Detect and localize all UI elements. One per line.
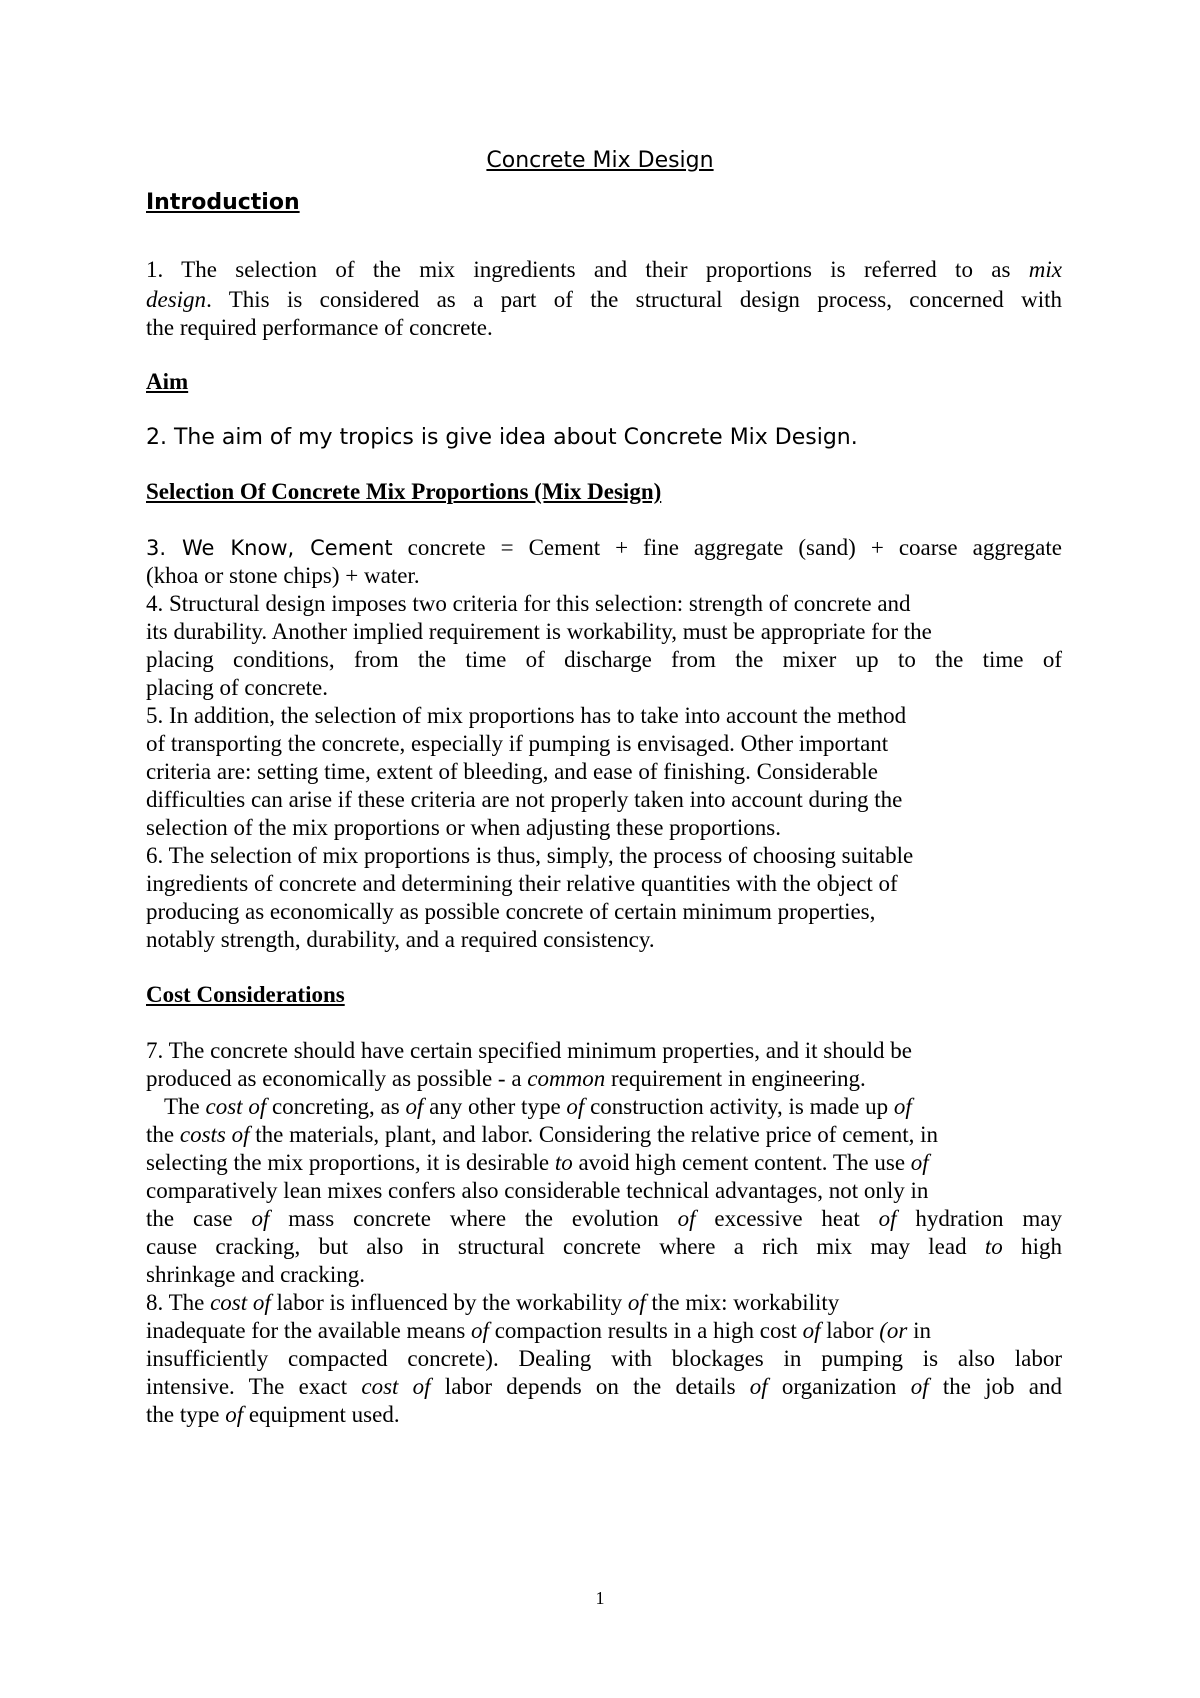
paragraph-7-line-7: the case of mass concrete where the evolution of excessive heat of hydration may <box>146 1206 1063 1231</box>
paragraph-6-line-3: producing as economically as possible concrete of certain minimum properties, <box>146 899 876 924</box>
paragraph-8-line-4: intensive. The exact cost of labor depends on the details of organization of the job and <box>146 1374 1062 1399</box>
paragraph-4-line-1: 4. Structural design imposes two criteria for this selection: strength of concrete and <box>146 591 911 616</box>
paragraph-1-line-1: 1. The selection of the mix ingredients and their proportions is referred to as mix <box>146 257 1062 282</box>
paragraph-7-line-9: shrinkage and cracking. <box>146 1262 366 1287</box>
paragraph-6-line-4: notably strength, durability, and a required consistency. <box>146 927 655 952</box>
paragraph-7-line-4: the costs of the materials, plant, and labor. Considering the relative price of cement, in <box>146 1122 938 1147</box>
paragraph-4-line-2: its durability. Another implied requirement is workability, must be appropriate for the <box>146 619 932 644</box>
paragraph-7-line-2: produced as economically as possible - a common requirement in engineering. <box>146 1066 866 1091</box>
paragraph-5-line-5: selection of the mix proportions or when adjusting these proportions. <box>146 815 781 840</box>
page-title: Concrete Mix Design <box>486 148 714 173</box>
heading-introduction: Introduction <box>146 190 300 215</box>
paragraph-5-line-4: difficulties can arise if these criteria are not properly taken into account during the <box>146 787 903 812</box>
paragraph-3-line-1: 3. We Know, Cement concrete = Cement + fine aggregate (sand) + coarse aggregate <box>146 535 1062 560</box>
paragraph-7-line-1: 7. The concrete should have certain specified minimum properties, and it should be <box>146 1038 913 1063</box>
paragraph-3-line-2: (khoa or stone chips) + water. <box>146 563 420 588</box>
page-number: 1 <box>595 1588 605 1608</box>
paragraph-7-line-3: The cost of concreting, as of any other type of construction activity, is made up of <box>164 1094 912 1119</box>
heading-aim: Aim <box>146 369 189 394</box>
paragraph-4-line-3: placing conditions, from the time of discharge from the mixer up to the time of <box>146 647 1062 672</box>
paragraph-5-line-1: 5. In addition, the selection of mix proportions has to take into account the method <box>146 703 907 728</box>
paragraph-1-line-2: design. This is considered as a part of the structural design process, concerned with <box>146 287 1062 312</box>
paragraph-2: 2. The aim of my tropics is give idea about Concrete Mix Design. <box>146 425 858 450</box>
paragraph-6-line-2: ingredients of concrete and determining their relative quantities with the object of <box>146 871 898 896</box>
heading-selection: Selection Of Concrete Mix Proportions (Mix Design) <box>146 479 662 504</box>
heading-cost-considerations: Cost Considerations <box>146 982 345 1007</box>
paragraph-7-line-8: cause cracking, but also in structural concrete where a rich mix may lead to high <box>146 1234 1062 1259</box>
paragraph-7-line-5: selecting the mix proportions, it is desirable to avoid high cement content. The use of <box>146 1150 929 1175</box>
paragraph-8-line-3: insufficiently compacted concrete). Dealing with blockages in pumping is also labor <box>146 1346 1062 1371</box>
paragraph-4-line-4: placing of concrete. <box>146 675 328 700</box>
paragraph-5-line-3: criteria are: setting time, extent of bleeding, and ease of finishing. Considerable <box>146 759 878 784</box>
paragraph-8-line-5: the type of equipment used. <box>146 1402 400 1427</box>
paragraph-6-line-1: 6. The selection of mix proportions is thus, simply, the process of choosing suitable <box>146 843 914 868</box>
paragraph-7-line-6: comparatively lean mixes confers also considerable technical advantages, not only in <box>146 1178 929 1203</box>
paragraph-5-line-2: of transporting the concrete, especially if pumping is envisaged. Other important <box>146 731 889 756</box>
paragraph-8-line-1: 8. The cost of labor is influenced by the workability of the mix: workability <box>146 1290 840 1315</box>
paragraph-8-line-2: inadequate for the available means of compaction results in a high cost of labor (or in <box>146 1318 931 1343</box>
paragraph-1-line-3: the required performance of concrete. <box>146 315 493 340</box>
